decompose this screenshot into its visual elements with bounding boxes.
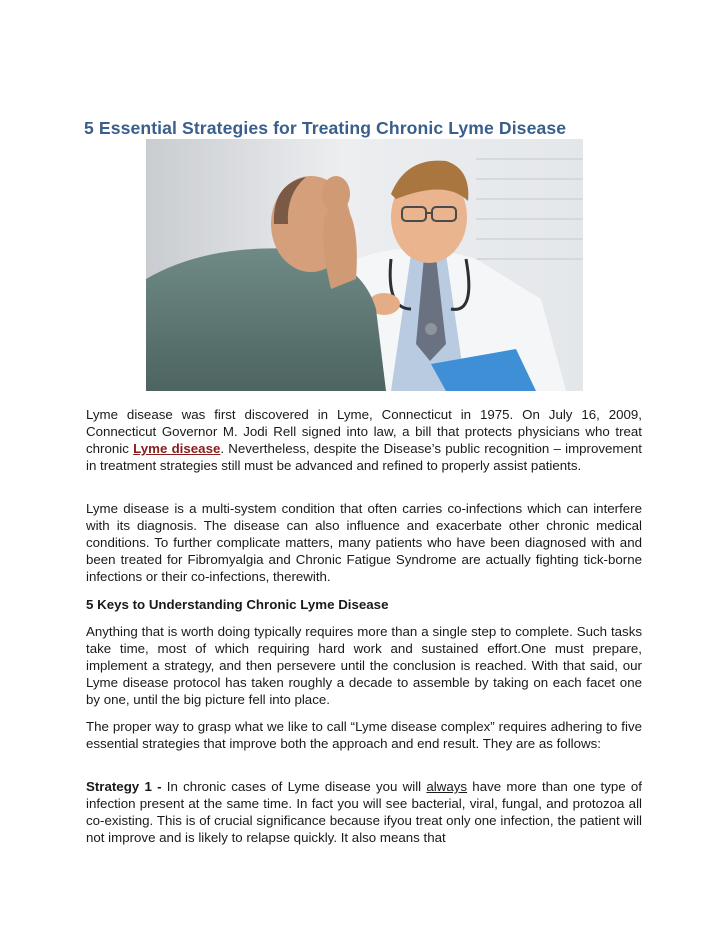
intro-paragraph — [86, 406, 642, 474]
strategy-1-label: Strategy 1 - — [86, 779, 162, 794]
doctor-patient-photo — [146, 139, 583, 391]
complex-paragraph: The proper way to grasp what we like to call “Lyme disease complex” requires adhering to five essential strategies that improve both the approach and end result. They are as follows: — [86, 719, 642, 751]
strategy-1-text: In chronic cases of Lyme disease you will — [161, 779, 427, 794]
page-title: 5 Essential Strategies for Treating Chronic Lyme Disease — [84, 118, 567, 138]
strategy-1-text-end: have more than one type of infection present at the same time. In fact you will see bacterial, viral, fungal, and protozoa all co-existing. This is of crucial significance because ifyou treat only one infection, the patient will not improve and is likely to relapse quickly. It also means that — [86, 779, 642, 845]
lyme-disease-link[interactable]: Lyme disease — [133, 441, 221, 456]
keys-paragraph: Anything that is worth doing typically requires more than a single step to complete. Such tasks take time, most of which requiring hard work and sustained effort.One must prepare, implement a strategy, and then persevere until the conclusion is reached. With that said, our Lyme disease protocol has taken roughly a decade to assemble by taking on each facet one by one, until the big picture fell into place. — [86, 624, 642, 707]
section-heading: 5 Keys to Understanding Chronic Lyme Disease — [86, 597, 389, 612]
always-emphasis: always — [426, 779, 468, 794]
intro-text-end: . Nevertheless, despite the Disease’s public recognition – improvement in treatment strategies still must be advanced and refined to properly assist patients. — [86, 441, 642, 473]
strategy-1-paragraph — [86, 778, 642, 846]
intro-text: Lyme disease was first discovered in Lyme, Connecticut in 1975. On July 16, 2009, Connecticut Governor M. Jodi Rell signed into law, a bill that protects physicians who treat chronic — [86, 407, 642, 456]
photo-illustration — [146, 139, 583, 391]
multisystem-paragraph: Lyme disease is a multi-system condition that often carries co-infections which can interfere with its diagnosis. The disease can also influence and exacerbate other chronic medical conditions. To further complicate matters, many patients who have been diagnosed with and been treated for Fibromyalgia and Chronic Fatigue Syndrome are actually fighting tick-borne infections or their co-infections, therewith. — [86, 501, 642, 584]
